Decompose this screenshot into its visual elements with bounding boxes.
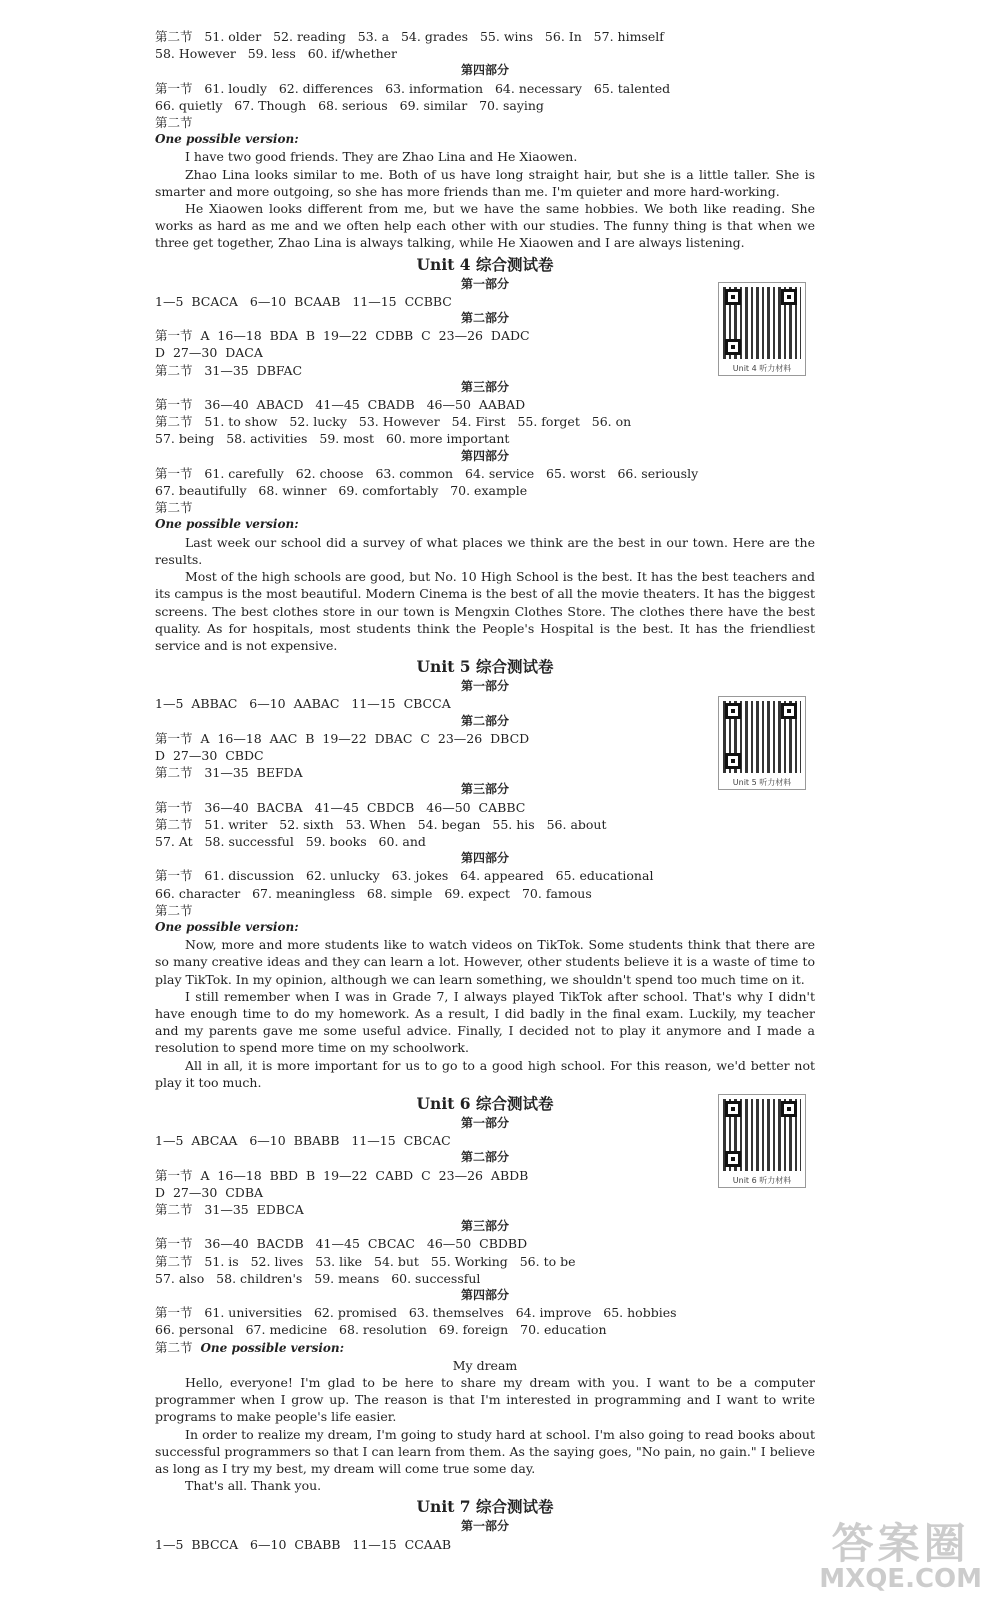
answer-line: 第一节 36—40 ABACD 41—45 CBADB 46—50 AABAD [155, 397, 526, 413]
qr-caption: Unit 5 听力材料 [732, 778, 792, 787]
section-heading: 第一部分 [460, 679, 509, 694]
answer-line: 第二节 [155, 500, 193, 516]
unit-title: Unit 7 综合测试卷 [416, 1497, 554, 1517]
answer-line: 第二节 31—35 DBFAC [155, 362, 303, 378]
answer-line: 第一节 36—40 BACDB 41—45 CBCAC 46—50 CBDBD [155, 1236, 528, 1252]
answer-line: 第二节 [155, 115, 193, 131]
answer-line: 第一节 61. loudly 62. differences 63. information 64. necessary 65. talented [155, 80, 671, 96]
answer-line: 1—5 BCACA 6—10 BCAAB 11—15 CCBBC [155, 293, 452, 309]
essay-paragraph: All in all, it is more important for us to go to a good high school. For this reason, we'd better not play it too much. [155, 1057, 815, 1090]
answer-line: 第一节 61. carefully 62. choose 63. common 64. service 65. worst 66. seriously [155, 465, 699, 481]
unit-title: Unit 5 综合测试卷 [416, 657, 554, 677]
section-heading: 第四部分 [460, 1288, 509, 1303]
essay-paragraph: He Xiaowen looks different from me, but we have the same hobbies. We both like reading. She works as hard as me and we often help each other with our studies. The funny thing is that when we three get together, Zhao Lina is always talking, while He Xiaowen and I are always listening. [155, 201, 815, 251]
version-label: One possible version: [155, 517, 299, 532]
answer-line: 67. beautifully 68. winner 69. comfortably 70. example [155, 483, 528, 499]
unit-title: Unit 4 综合测试卷 [416, 254, 554, 274]
answer-line: 66. character 67. meaningless 68. simple 69. expect 70. famous [155, 885, 592, 901]
qr-caption: Unit 4 听力材料 [732, 364, 792, 373]
answer-page [155, 28, 815, 1553]
section-heading: 第一部分 [460, 1115, 509, 1130]
answer-line: 1—5 BBCCA 6—10 CBABB 11—15 CCAAB [155, 1536, 452, 1552]
answer-line: 第二节 51. is 52. lives 53. like 54. but 55. Working 56. to be [155, 1253, 576, 1269]
answer-line: D 27—30 DACA [155, 345, 263, 361]
essay-paragraph: In order to realize my dream, I'm going to study hard at school. I'm also going to read books about successful programmers so that I can learn from them. As the saying goes, "No pain, no gain." I believe as long as I try my best, my dream will come true some day. [155, 1426, 815, 1477]
answer-line: 第二节 51. writer 52. sixth 53. When 54. began 55. his 56. about [155, 816, 607, 832]
answer-line: 第一节 36—40 BACBA 41—45 CBDCB 46—50 CABBC [155, 799, 526, 815]
answer-line: 第二节 31—35 BEFDA [155, 765, 303, 781]
qr-code-unit4[interactable] [718, 282, 806, 376]
essay-paragraph: Hello, everyone! I'm glad to be here to share my dream with you. I want to be a computer programmer when I grow up. The reason is that I'm interested in programming and I want to write programs to make people's life easier. [155, 1375, 815, 1425]
version-label: One possible version: [155, 919, 299, 934]
section-heading: 第四部分 [460, 63, 509, 78]
qr-caption: Unit 6 听力材料 [732, 1176, 792, 1185]
essay-paragraph: I still remember when I was in Grade 7, I always played TikTok after school. That's why I didn't have enough time to do my homework. As a result, I did badly in the final exam. Luckily, my teacher and my parents gave me some useful advice. Finally, I decided not to play it anymore and I made a resolution to spend more time on my schoolwork. [155, 988, 815, 1056]
section-heading: 第一部分 [460, 1519, 509, 1534]
essay-paragraph: Zhao Lina looks similar to me. Both of us have long straight hair, but she is a little taller. She is smarter and more outgoing, so she has more friends than me. I'm quieter and more hard-working. [155, 166, 815, 199]
answer-line [155, 1339, 815, 1357]
answer-line: 57. being 58. activities 59. most 60. more important [155, 431, 510, 447]
answer-line: 第一节 A 16—18 BBD B 19—22 CABD C 23—26 ABDB [155, 1167, 529, 1183]
answer-line: 第一节 61. discussion 62. unlucky 63. jokes 64. appeared 65. educational [155, 868, 654, 884]
version-label: One possible version: [155, 132, 299, 147]
section-heading: 第二部分 [460, 311, 509, 326]
answer-line: 第二节 [155, 902, 193, 918]
answer-line: 第二节 31—35 EDBCA [155, 1202, 304, 1217]
section-label: 第二节 [155, 1339, 201, 1355]
answer-line: 第二节 51. older 52. reading 53. a 54. grades 55. wins 56. In 57. himself [155, 29, 664, 44]
qr-code-unit5[interactable] [718, 696, 806, 790]
answer-line: 58. However 59. less 60. if/whether [155, 46, 398, 62]
answer-line: 第一节 61. universities 62. promised 63. themselves 64. improve 65. hobbies [155, 1305, 677, 1321]
answer-line: 1—5 ABBAC 6—10 AABAC 11—15 CBCCA [155, 696, 451, 712]
unit-title: Unit 6 综合测试卷 [416, 1093, 554, 1113]
qr-code-unit6[interactable] [718, 1094, 806, 1188]
watermark-text: 答案圈 [831, 1519, 970, 1568]
watermark-url: MXQE.COM [819, 1564, 982, 1594]
answer-line: 66. quietly 67. Though 68. serious 69. similar 70. saying [155, 97, 544, 113]
section-heading: 第三部分 [460, 379, 509, 394]
section-heading: 第二部分 [460, 1150, 509, 1165]
answer-line: 1—5 ABCAA 6—10 BBABB 11—15 CBCAC [155, 1133, 451, 1149]
section-heading: 第二部分 [460, 713, 509, 728]
essay-paragraph: I have two good friends. They are Zhao Lina and He Xiaowen. [185, 149, 578, 165]
version-label: One possible version: [200, 1340, 345, 1355]
answer-line: 57. also 58. children's 59. means 60. successful [155, 1270, 481, 1286]
essay-paragraph: Last week our school did a survey of what places we think are the best in our town. Here are the results. [155, 534, 815, 567]
answer-line: 第二节 51. to show 52. lucky 53. However 54. First 55. forget 56. on [155, 414, 632, 430]
answer-line: D 27—30 CDBA [155, 1184, 264, 1200]
essay-paragraph: Now, more and more students like to watch videos on TikTok. Some students think that there are so many creative ideas and they can learn a lot. However, other students believe it is a waste of time to play TikTok. In my opinion, although we can learn something, we shouldn't spend too much time on it. [155, 937, 815, 987]
section-heading: 第四部分 [460, 851, 509, 866]
watermark-logo [819, 1519, 982, 1594]
section-heading: 第一部分 [460, 276, 509, 291]
answer-line: 57. At 58. successful 59. books 60. and [155, 833, 426, 849]
section-heading: 第四部分 [460, 448, 509, 463]
essay-paragraph: Most of the high schools are good, but No. 10 High School is the best. It has the best teachers and its campus is the most beautiful. Modern Cinema is the best of all the movie theaters. It has the biggest screens. The best clothes store in our town is Mengxin Clothes Store. The clothes there have the best quality. As for hospitals, most students think the People's Hospital is the best. It has the friendliest service and is not expensive. [155, 569, 815, 653]
answer-line: 第一节 A 16—18 BDA B 19—22 CDBB C 23—26 DADC [155, 328, 530, 344]
section-heading: 第三部分 [460, 1219, 509, 1234]
essay-paragraph: That's all. Thank you. [185, 1478, 322, 1494]
section-heading: 第三部分 [460, 782, 509, 797]
answer-line: 第一节 A 16—18 AAC B 19—22 DBAC C 23—26 DBCD [155, 730, 530, 746]
essay-title: My dream [452, 1357, 518, 1373]
answer-line: 66. personal 67. medicine 68. resolution 69. foreign 70. education [155, 1322, 607, 1338]
answer-line: D 27—30 CBDC [155, 747, 264, 763]
